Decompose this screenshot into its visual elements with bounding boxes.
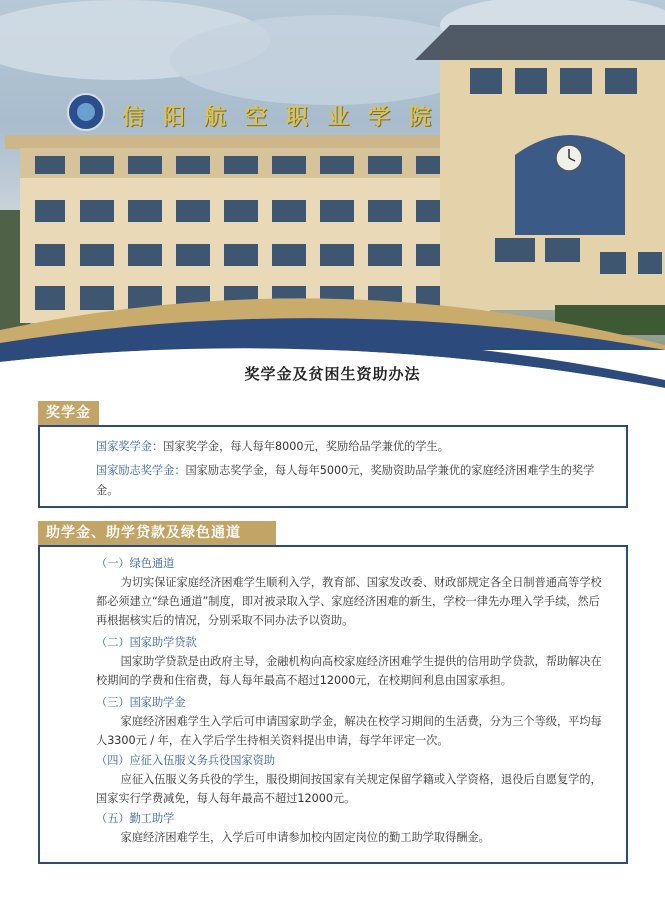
rooftop-sign: 信阳航空职业学院 bbox=[122, 104, 451, 130]
aid-item-heading: （二）国家助学贷款 bbox=[96, 636, 197, 649]
aid-item-student-loan bbox=[96, 634, 606, 690]
scholarship-section-label: 奖学金 bbox=[38, 401, 99, 425]
page-title: 奖学金及贫困生资助办法 bbox=[244, 365, 421, 383]
decorative-wave bbox=[0, 0, 665, 350]
aid-item-heading: （一）绿色通道 bbox=[96, 557, 175, 570]
aid-item-heading: （五）勤工助学 bbox=[96, 812, 175, 825]
campus-building-photo bbox=[0, 0, 665, 350]
aid-item-body: 为切实保证家庭经济困难学生顺利入学，教育部、国家发改委、财政部规定各全日制普通高等学校都必须建立“绿色通道”制度，即对被录取入学、家庭经济困难的新生，学校一律先办理入学手续，然后再根据核实后的情况，分别采取不同办法予以资助。 bbox=[96, 576, 602, 627]
scholarship-item-desc: 国家励志奖学金，每人每年5000元，奖励资助品学兼优的家庭经济困难学生的奖学金。 bbox=[96, 464, 595, 497]
aid-item-body: 国家助学贷款是由政府主导，金融机构向高校家庭经济困难学生提供的信用助学贷款，帮助解决在校期间的学费和住宿费，每人每年最高不超过12000元，在校期间利息由国家承担。 bbox=[96, 655, 602, 687]
aid-box bbox=[38, 545, 628, 864]
aid-item-body: 应征入伍服义务兵役的学生，服役期间按国家有关规定保留学籍或入学资格，退役后自愿复学的，国家实行学费减免，每人每年最高不超过12000元。 bbox=[96, 773, 602, 805]
scholarship-item bbox=[96, 437, 606, 457]
scholarship-box bbox=[38, 425, 628, 508]
scholarship-item-desc: 国家奖学金，每人每年8000元，奖励给品学兼优的学生。 bbox=[163, 440, 449, 453]
aid-item-work-study bbox=[96, 810, 606, 847]
aid-item-military-service bbox=[96, 752, 606, 808]
aid-item-heading: （四）应征入伍服义务兵役国家资助 bbox=[96, 754, 276, 767]
aid-item-body: 家庭经济困难学生入学后可申请国家助学金，解决在校学习期间的生活费，分为三个等级，平均每人3300元 / 年，在入学后学生持相关资料提出申请，每学年评定一次。 bbox=[96, 715, 602, 747]
aid-item-green-channel bbox=[96, 555, 606, 630]
scholarship-item bbox=[96, 461, 606, 501]
aid-section-label: 助学金、助学贷款及绿色通道 bbox=[38, 521, 276, 545]
scholarship-item-name: 国家励志奖学金： bbox=[96, 464, 186, 477]
aid-item-heading: （三）国家助学金 bbox=[96, 696, 186, 709]
aid-item-grant bbox=[96, 694, 606, 750]
aid-item-body: 家庭经济困难学生，入学后可申请参加校内固定岗位的勤工助学取得酬金。 bbox=[120, 831, 490, 844]
scholarship-item-name: 国家奖学金： bbox=[96, 440, 164, 453]
